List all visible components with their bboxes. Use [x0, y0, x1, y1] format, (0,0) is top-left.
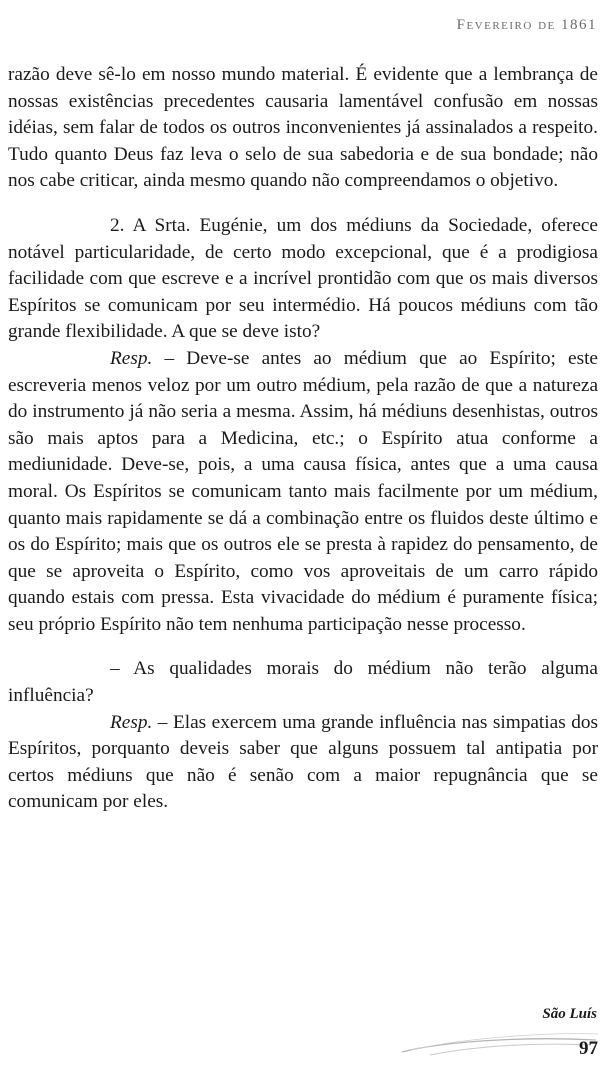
- answer-text: – Deve-se antes ao médium que ao Espírito; este escreveria menos veloz por um outro médium, pela razão de que a natureza do instrumento já não seria a mesma. Assim, há médiuns desenhistas, outros são mais aptos para a Medicina, etc.; o Espírito atua conforme a mediunidade. Deve-se, pois, a uma causa física, antes que a uma causa moral. Os Espíritos se comunicam tanto mais facilmente por um médium, quanto mais rapidamente se dá a combinação entre os fluidos deste último e os do Espírito; mais que os outros ele se presta à rapidez do pensamento, de que se aproveita o Espírito, como vos aproveitais de um carro rápido quando estais com pressa. Esta vivacidade do médium é puramente física; seu próprio Espírito não tem nenhuma participação nesse processo.: [8, 347, 598, 635]
- paragraph: razão deve sê-lo em nosso mundo material. É evidente que a lembrança de nossas existências precedentes causaria lamentável confusão em nossas idéias, sem falar de todos os outros inconvenientes já assinalados a respeito. Tudo quanto Deus faz leva o selo de sua sabedoria e de sua bondade; não nos cabe criticar, ainda mesmo quando não compreendamos o objetivo.: [8, 64, 598, 192]
- answer-paragraph: [8, 346, 598, 639]
- paragraph: 2. A Srta. Eugénie, um dos médiuns da Sociedade, oferece notável particularidade, de certo modo excepcional, que é a prodigiosa facilidade com que escreve e a incrível prontidão com que os mais diversos Espíritos se comunicam por seu intermédio. Há poucos médiuns com tão grande flexibilidade. A que se deve isto?: [8, 214, 598, 343]
- answer-text: – Elas exercem uma grande influência nas simpatias dos Espíritos, porquanto deveis saber que alguns possuem tal antipatia por certos médiuns que não é senão com a maior repugnância que se comunicam por eles.: [8, 711, 598, 813]
- question-paragraph: – As qualidades morais do médium não terão alguma influência?: [8, 658, 598, 707]
- resp-label: Resp.: [110, 711, 153, 733]
- signature: São Luís: [542, 1006, 597, 1022]
- decorative-swoosh: [400, 1028, 600, 1058]
- body-text: [8, 62, 598, 816]
- resp-label: Resp.: [110, 347, 153, 369]
- running-header: Fevereiro de 1861: [456, 17, 597, 33]
- page-number: 97: [579, 1038, 598, 1059]
- answer-paragraph: [8, 710, 598, 816]
